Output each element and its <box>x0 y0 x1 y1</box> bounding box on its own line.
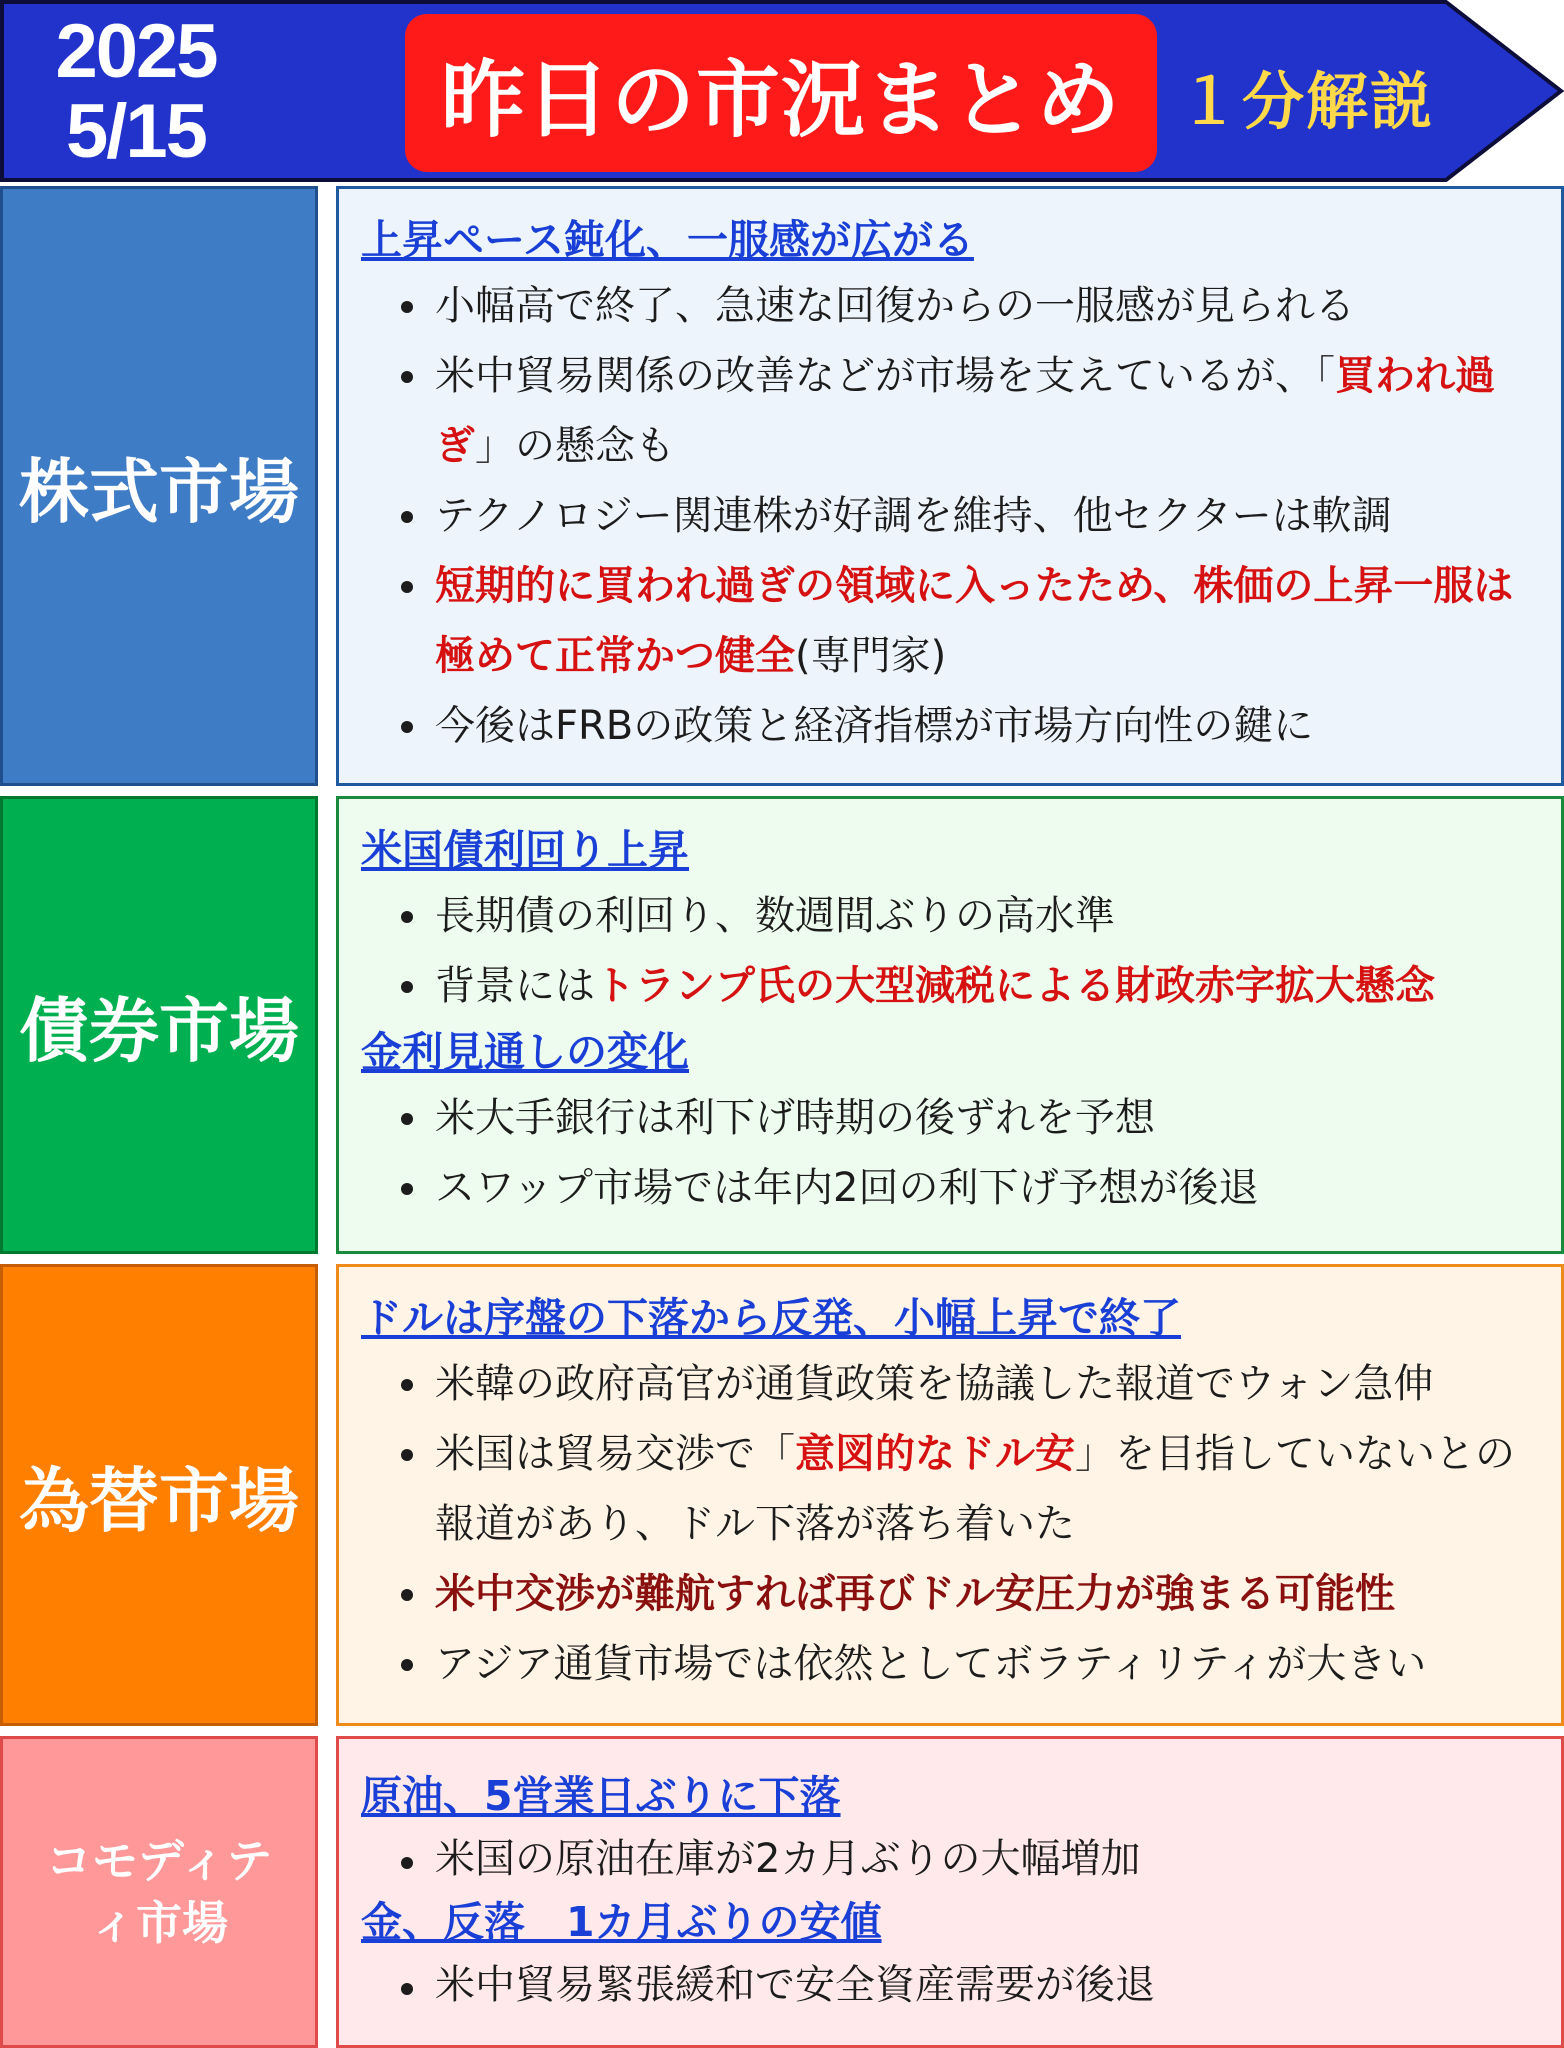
header-banner <box>0 0 1564 182</box>
page-title <box>405 14 1157 172</box>
stock-heading: 上昇ペース鈍化、一服感が広がる <box>361 216 974 264</box>
section-label-fx <box>0 1264 318 1726</box>
section-content-stock <box>336 186 1564 786</box>
date-year: 2025 <box>55 9 217 94</box>
bond-heading-yield: 米国債利回り上昇 <box>361 826 689 874</box>
highlight-text: 意図的なドル安 <box>795 1431 1075 1477</box>
date-label <box>20 9 252 174</box>
bond-heading-outlook: 金利見通しの変化 <box>361 1028 689 1076</box>
section-label-bond-text: 債券市場 <box>19 989 299 1072</box>
list-item <box>361 1559 1535 1629</box>
date-day: 5/15 <box>66 89 206 174</box>
list-item: 短期的に買われ過ぎの領域に入ったため、株価の上昇一服は極めて正常かつ健全(専門家) <box>361 551 1535 691</box>
stock-bullet-list <box>361 271 1535 761</box>
list-item: スワップ市場では年内2回の利下げ予想が後退 <box>361 1153 1535 1223</box>
section-label-stock <box>0 186 318 786</box>
page-title-text: 昨日の市況まとめ <box>440 50 1121 149</box>
commodity-heading-gold: 金、反落 1カ月ぶりの安値 <box>361 1898 882 1946</box>
section-content-bond <box>336 796 1564 1254</box>
highlight-text: 短期的に買われ過ぎの領域に入ったため、株価の上昇一服は極めて正常かつ健全 <box>435 563 1514 679</box>
page-subtitle: １分解説 <box>1178 65 1435 138</box>
commodity-bullet-list-2 <box>361 1953 1535 2017</box>
list-item: 米国の原油在庫が2カ月ぶりの大幅増加 <box>361 1827 1535 1891</box>
section-label-bond <box>0 796 318 1254</box>
list-item: 米中貿易緊張緩和で安全資産需要が後退 <box>361 1953 1535 2017</box>
list-item: 背景にはトランプ氏の大型減税による財政赤字拡大懸念 <box>361 951 1535 1021</box>
commodity-heading-oil: 原油、5営業日ぶりに下落 <box>361 1772 841 1820</box>
list-item: 今後はFRBの政策と経済指標が市場方向性の鍵に <box>361 691 1535 761</box>
highlight-text: トランプ氏の大型減税による財政赤字拡大懸念 <box>595 963 1435 1009</box>
commodity-bullet-list-1 <box>361 1827 1535 1891</box>
list-item: 長期債の利回り、数週間ぶりの高水準 <box>361 881 1535 951</box>
section-label-commodity-line2: ィ市場 <box>89 1896 228 1950</box>
highlight-text: 米中交渉が難航すれば再びドル安圧力が強まる可能性 <box>435 1571 1395 1617</box>
section-label-commodity <box>0 1736 318 2048</box>
section-label-commodity-line1: コモディテ <box>45 1834 273 1888</box>
bond-bullet-list-1 <box>361 881 1535 1021</box>
list-item: 米韓の政府高官が通貨政策を協議した報道でウォン急伸 <box>361 1349 1535 1419</box>
section-label-stock-text: 株式市場 <box>19 450 299 533</box>
bond-bullet-list-2 <box>361 1083 1535 1223</box>
section-content-commodity <box>336 1736 1564 2048</box>
list-item: 米中貿易関係の改善などが市場を支えているが、「買われ過ぎ」の懸念も <box>361 341 1535 481</box>
list-item: 小幅高で終了、急速な回復からの一服感が見られる <box>361 271 1535 341</box>
list-item: 米国は貿易交渉で「意図的なドル安」を目指していないとの報道があり、ドル下落が落ち着いた <box>361 1419 1535 1559</box>
section-content-fx <box>336 1264 1564 1726</box>
list-item: テクノロジー関連株が好調を維持、他セクターは軟調 <box>361 481 1535 551</box>
section-label-fx-text: 為替市場 <box>19 1459 299 1542</box>
list-item: 米大手銀行は利下げ時期の後ずれを予想 <box>361 1083 1535 1153</box>
highlight-text: 買われ過ぎ <box>435 353 1495 469</box>
list-item: アジア通貨市場では依然としてボラティリティが大きい <box>361 1629 1535 1699</box>
fx-heading: ドルは序盤の下落から反発、小幅上昇で終了 <box>361 1294 1181 1342</box>
fx-bullet-list <box>361 1349 1535 1699</box>
